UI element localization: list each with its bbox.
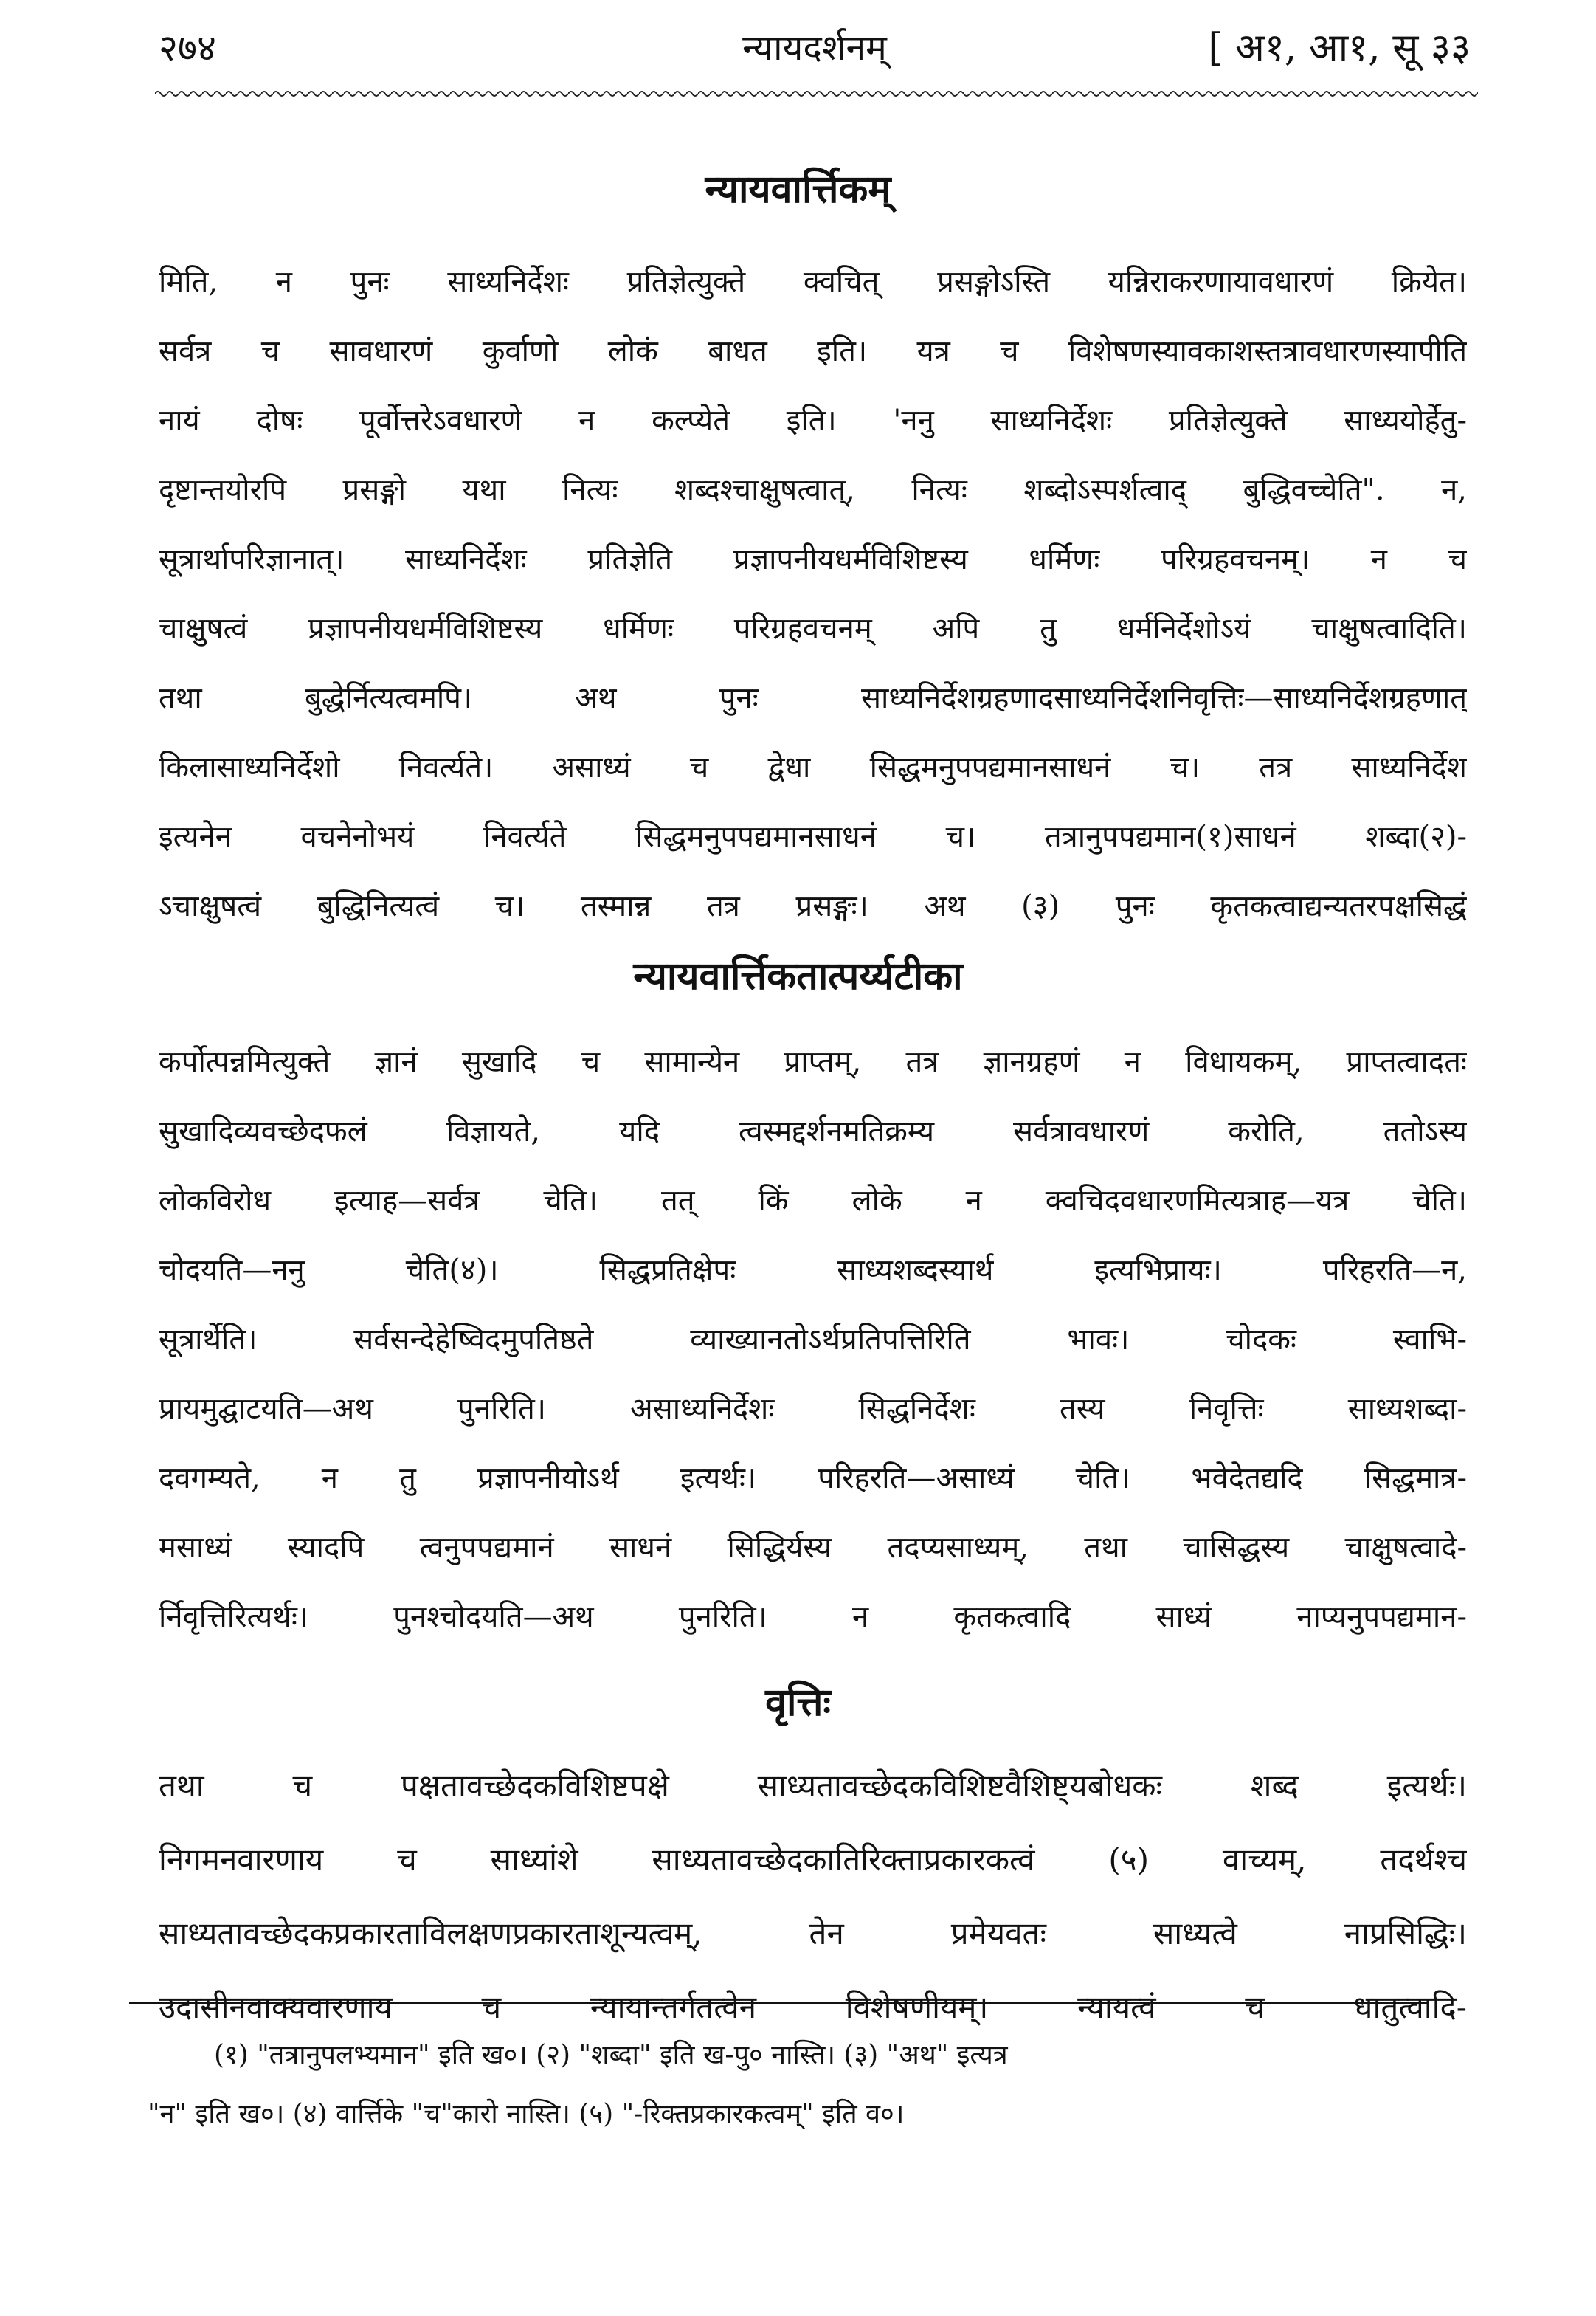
- text-line: निगमनवारणाय च साध्यांशे साध्यतावच्छेदकातिरिक्ताप्रकारकत्वं (५) वाच्यम्, तदर्थश्च: [159, 1841, 1467, 1878]
- text-line: मसाध्यं स्यादपि त्वनुपपद्यमानं साधनं सिद्धिर्यस्य तदप्यसाध्यम्, तथा चासिद्धस्य चाक्षुषत्वादे-: [159, 1531, 1467, 1565]
- text-line: सर्वत्र च सावधारणं कुर्वाणो लोकं बाधत इति। यत्र च विशेषणस्यावकाशस्तत्रावधारणस्यापीति: [159, 334, 1467, 368]
- text-line: तथा बुद्धेर्नित्यत्वमपि। अथ पुनः साध्यनिर्देशग्रहणादसाध्यनिर्देशनिवृत्तिः—साध्यनिर्देशग्रहणात्: [159, 681, 1467, 715]
- header-wavy-rule: [155, 87, 1478, 100]
- tatparyatika-text: [159, 1027, 1467, 1652]
- running-title: न्यायदर्शनम्: [742, 27, 887, 69]
- text-line: तथा च पक्षतावच्छेदकविशिष्टपक्षे साध्यतावच्छेदकविशिष्टवैशिष्ट्यबोधकः शब्द इत्यर्थः।: [159, 1768, 1467, 1804]
- text-line: साध्यतावच्छेदकप्रकारताविलक्षणप्रकारताशून्यत्वम्, तेन प्रमेयवतः साध्यत्वे नाप्रसिद्धिः।: [159, 1915, 1467, 1951]
- text-line: किलासाध्यनिर्देशो निवर्त्यते। असाध्यं च द्वेधा सिद्धमनुपपद्यमानसाधनं च। तत्र साध्यनिर्देश: [159, 751, 1467, 785]
- text-line: सूत्रार्थेति। सर्वसन्देहेष्विदमुपतिष्ठते व्याख्यानतोऽर्थप्रतिपत्तिरिति भावः। चोदकः स्वाभि-: [159, 1323, 1467, 1357]
- text-line: चाक्षुषत्वं प्रज्ञापनीयधर्मविशिष्टस्य धर्मिणः परिग्रहवचनम् अपि तु धर्मनिर्देशोऽयं चाक्षुषत्वादिति।: [159, 612, 1467, 646]
- text-line: सूत्रार्थापरिज्ञानात्। साध्यनिर्देशः प्रतिज्ञेति प्रज्ञापनीयधर्मविशिष्टस्य धर्मिणः परिग्रहवचनम्। न च: [159, 542, 1467, 576]
- footnote-line: (१) "तत्रानुपलभ्यमान" इति ख०। (२) "शब्दा" इति ख-पु० नास्ति। (३) "अथ" इत्यत्र: [214, 2040, 1008, 2070]
- footnotes: [148, 2026, 1448, 2144]
- text-line: र्निवृत्तिरित्यर्थः। पुनश्चोदयति—अथ पुनरिति। न कृतकत्वादि साध्यं नाप्यनुपपद्यमान-: [159, 1600, 1467, 1634]
- text-line: इत्यनेन वचनेनोभयं निवर्त्यते सिद्धमनुपपद्यमानसाधनं च। तत्रानुपपद्यमान(१)साधनं शब्दा(२)-: [159, 820, 1467, 854]
- text-line: कर्पोत्पन्नमित्युक्ते ज्ञानं सुखादि च सामान्येन प्राप्तम्, तत्र ज्ञानग्रहणं न विधायकम्, प्राप्तत्वादतः: [159, 1045, 1467, 1079]
- vritti-text: [159, 1749, 1467, 2044]
- section-heading-vritti: वृत्तिः: [765, 1680, 831, 1725]
- text-line: लोकविरोध इत्याह—सर्वत्र चेति। तत् किं लोके न क्वचिदवधारणमित्यत्राह—यत्र चेति।: [159, 1184, 1467, 1218]
- section-heading-tatparyatika: न्यायवार्त्तिकतात्पर्य्यटीका: [633, 954, 963, 999]
- text-line: प्रायमुद्घाटयति—अथ पुनरिति। असाध्यनिर्देशः सिद्धनिर्देशः तस्य निवृत्तिः साध्यशब्दा-: [159, 1392, 1467, 1426]
- text-line: चोदयति—ननु चेति(४)। सिद्धप्रतिक्षेपः साध्यशब्दस्यार्थ इत्यभिप्रायः। परिहरति—न,: [159, 1253, 1467, 1287]
- section-reference: [ अ१, आ१, सू ३३: [1208, 26, 1471, 70]
- text-line: दवगम्यते, न तु प्रज्ञापनीयोऽर्थ इत्यर्थः। परिहरति—असाध्यं चेति। भवेदेतद्यदि सिद्धमात्र-: [159, 1461, 1467, 1495]
- text-line: मिति, न पुनः साध्यनिर्देशः प्रतिज्ञेत्युक्ते क्वचित् प्रसङ्गोऽस्ति यन्निराकरणायावधारणं क्रियेत।: [159, 265, 1467, 299]
- nyayavarttikam-text: [159, 247, 1467, 941]
- running-header: [159, 22, 1471, 81]
- text-line: सुखादिव्यवच्छेदफलं विज्ञायते, यदि त्वस्मद्दर्शनमतिक्रम्य सर्वत्रावधारणं करोति, ततोऽस्य: [159, 1114, 1467, 1148]
- text-line: ऽचाक्षुषत्वं बुद्धिनित्यत्वं च। तस्मान्न तत्र प्रसङ्गः। अथ (३) पुनः कृतकत्वाद्यन्यतरपक्षसिद्धं: [159, 889, 1467, 923]
- footnote-divider: [129, 2002, 1428, 2004]
- section-heading-nyayavarttikam: न्यायवार्त्तिकम्: [705, 167, 891, 212]
- text-line: उदासीनवाक्यवारणाय च न्यायान्तर्गतत्वेन विशेषणीयम्। न्यायत्वं च धातुत्वादि-: [159, 1989, 1467, 2025]
- footnote-line: "न" इति ख०। (४) वार्त्तिके "च"कारो नास्ति। (५) "-रिक्तप्रकारकत्वम्" इति व०।: [148, 2099, 905, 2129]
- text-line: नायं दोषः पूर्वोत्तरेऽवधारणे न कल्प्येते इति। 'ननु साध्यनिर्देशः प्रतिज्ञेत्युक्ते साध्ययोर्हेतु-: [159, 404, 1467, 438]
- text-line: दृष्टान्तयोरपि प्रसङ्गो यथा नित्यः शब्दश्चाक्षुषत्वात्, नित्यः शब्दोऽस्पर्शत्वाद् बुद्धिवच्चेति". न,: [159, 473, 1467, 507]
- page-number: २७४: [159, 27, 216, 69]
